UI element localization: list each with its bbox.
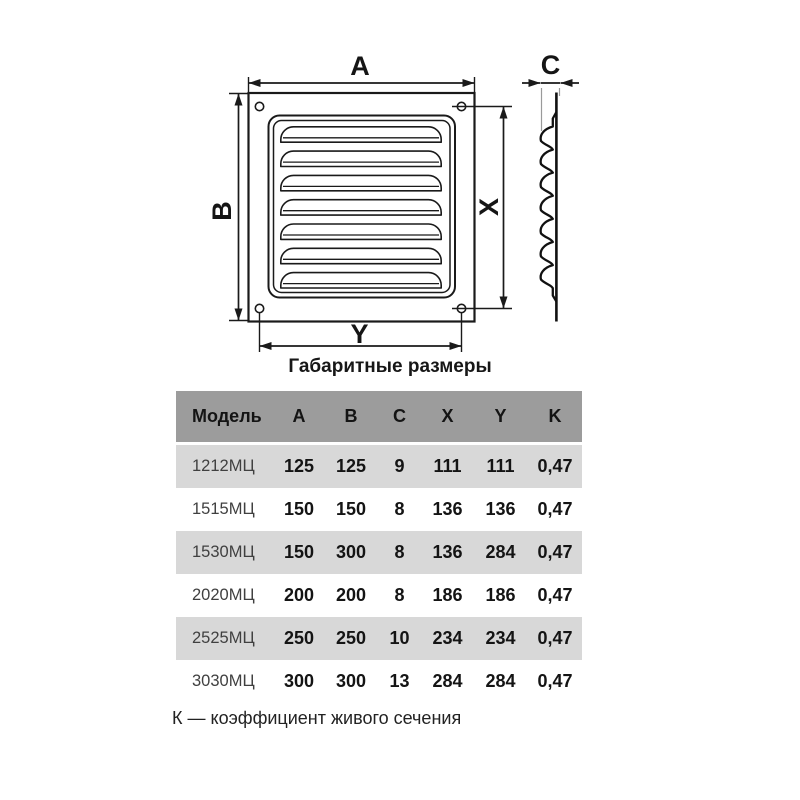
- col-header-k: K: [548, 406, 562, 426]
- cell-b: 200: [335, 585, 367, 605]
- col-header-x: X: [441, 406, 454, 426]
- cell-c: 8: [394, 499, 405, 519]
- cell-model: 3030МЦ: [192, 672, 255, 690]
- cell-a: 200: [283, 585, 315, 605]
- dimension-b: [207, 94, 248, 321]
- dimensions-table: [176, 391, 582, 703]
- table-row: [176, 531, 582, 574]
- col-header-model: Модель: [192, 406, 262, 426]
- grille-dimensions-diagram: [0, 0, 800, 358]
- louver-slat: [281, 224, 441, 239]
- cell-model: 1212МЦ: [192, 457, 255, 475]
- cell-y: 186: [485, 585, 516, 605]
- dimension-a: [249, 51, 475, 92]
- screw-hole-bottom-left: [255, 304, 263, 312]
- cell-model: 2525МЦ: [192, 629, 255, 647]
- cell-x: 186: [432, 585, 463, 605]
- cell-k: 0,47: [537, 585, 573, 605]
- cell-y: 111: [486, 456, 515, 476]
- cell-c: 8: [394, 585, 405, 605]
- table-row: [176, 445, 582, 488]
- cell-k: 0,47: [537, 671, 573, 691]
- cell-a: 125: [283, 456, 315, 476]
- cell-a: 300: [283, 671, 315, 691]
- cell-c: 8: [394, 542, 405, 562]
- cell-k: 0,47: [537, 542, 573, 562]
- side-view: [541, 88, 560, 322]
- louver-slat: [281, 175, 441, 190]
- dimension-label-c: C: [540, 50, 561, 80]
- col-header-c: C: [393, 406, 406, 426]
- dimension-label-y: Y: [350, 319, 369, 349]
- cell-x: 284: [432, 671, 463, 691]
- cell-b: 250: [335, 628, 367, 648]
- cell-x: 111: [433, 456, 462, 476]
- cell-y: 234: [485, 628, 516, 648]
- table-row: [176, 617, 582, 660]
- cell-x: 136: [432, 499, 463, 519]
- dimension-label-x: X: [474, 197, 504, 217]
- col-header-y: Y: [494, 406, 507, 426]
- cell-y: 284: [485, 671, 516, 691]
- louver-slat: [281, 151, 441, 166]
- cell-b: 150: [335, 499, 367, 519]
- dimension-label-b: B: [207, 201, 237, 221]
- cell-x: 234: [432, 628, 463, 648]
- cell-b: 300: [335, 542, 367, 562]
- cell-model: 2020МЦ: [192, 586, 255, 604]
- cell-a: 250: [283, 628, 315, 648]
- louver-slat: [281, 273, 441, 288]
- cell-model: 1515МЦ: [192, 500, 255, 518]
- cell-y: 284: [485, 542, 516, 562]
- cell-model: 1530МЦ: [192, 543, 255, 561]
- cell-c: 13: [389, 671, 410, 691]
- table-row: [176, 660, 582, 703]
- louver-slat: [281, 248, 441, 263]
- cell-k: 0,47: [537, 628, 573, 648]
- cell-k: 0,47: [537, 456, 573, 476]
- diagram-caption: Габаритные размеры: [288, 356, 492, 377]
- table-row: [176, 488, 582, 531]
- table-row: [176, 574, 582, 617]
- cell-k: 0,47: [537, 499, 573, 519]
- col-header-b: B: [344, 406, 358, 426]
- dimension-label-a: A: [350, 51, 370, 81]
- louver-slat: [281, 127, 441, 142]
- cell-c: 10: [389, 628, 410, 648]
- cell-b: 300: [335, 671, 367, 691]
- cell-a: 150: [283, 499, 315, 519]
- cell-y: 136: [485, 499, 516, 519]
- front-view: [249, 93, 475, 322]
- screw-hole-top-left: [255, 102, 263, 110]
- table-header-row: [176, 391, 582, 442]
- cell-a: 150: [283, 542, 315, 562]
- dimension-c: [522, 50, 579, 83]
- footnote: К — коэффициент живого сечения: [172, 708, 462, 728]
- col-header-a: A: [292, 406, 306, 426]
- cell-x: 136: [432, 542, 463, 562]
- louver-slat: [281, 200, 441, 215]
- profile-louver-scallops: [541, 112, 557, 302]
- cell-b: 125: [335, 456, 367, 476]
- cell-c: 9: [394, 456, 405, 476]
